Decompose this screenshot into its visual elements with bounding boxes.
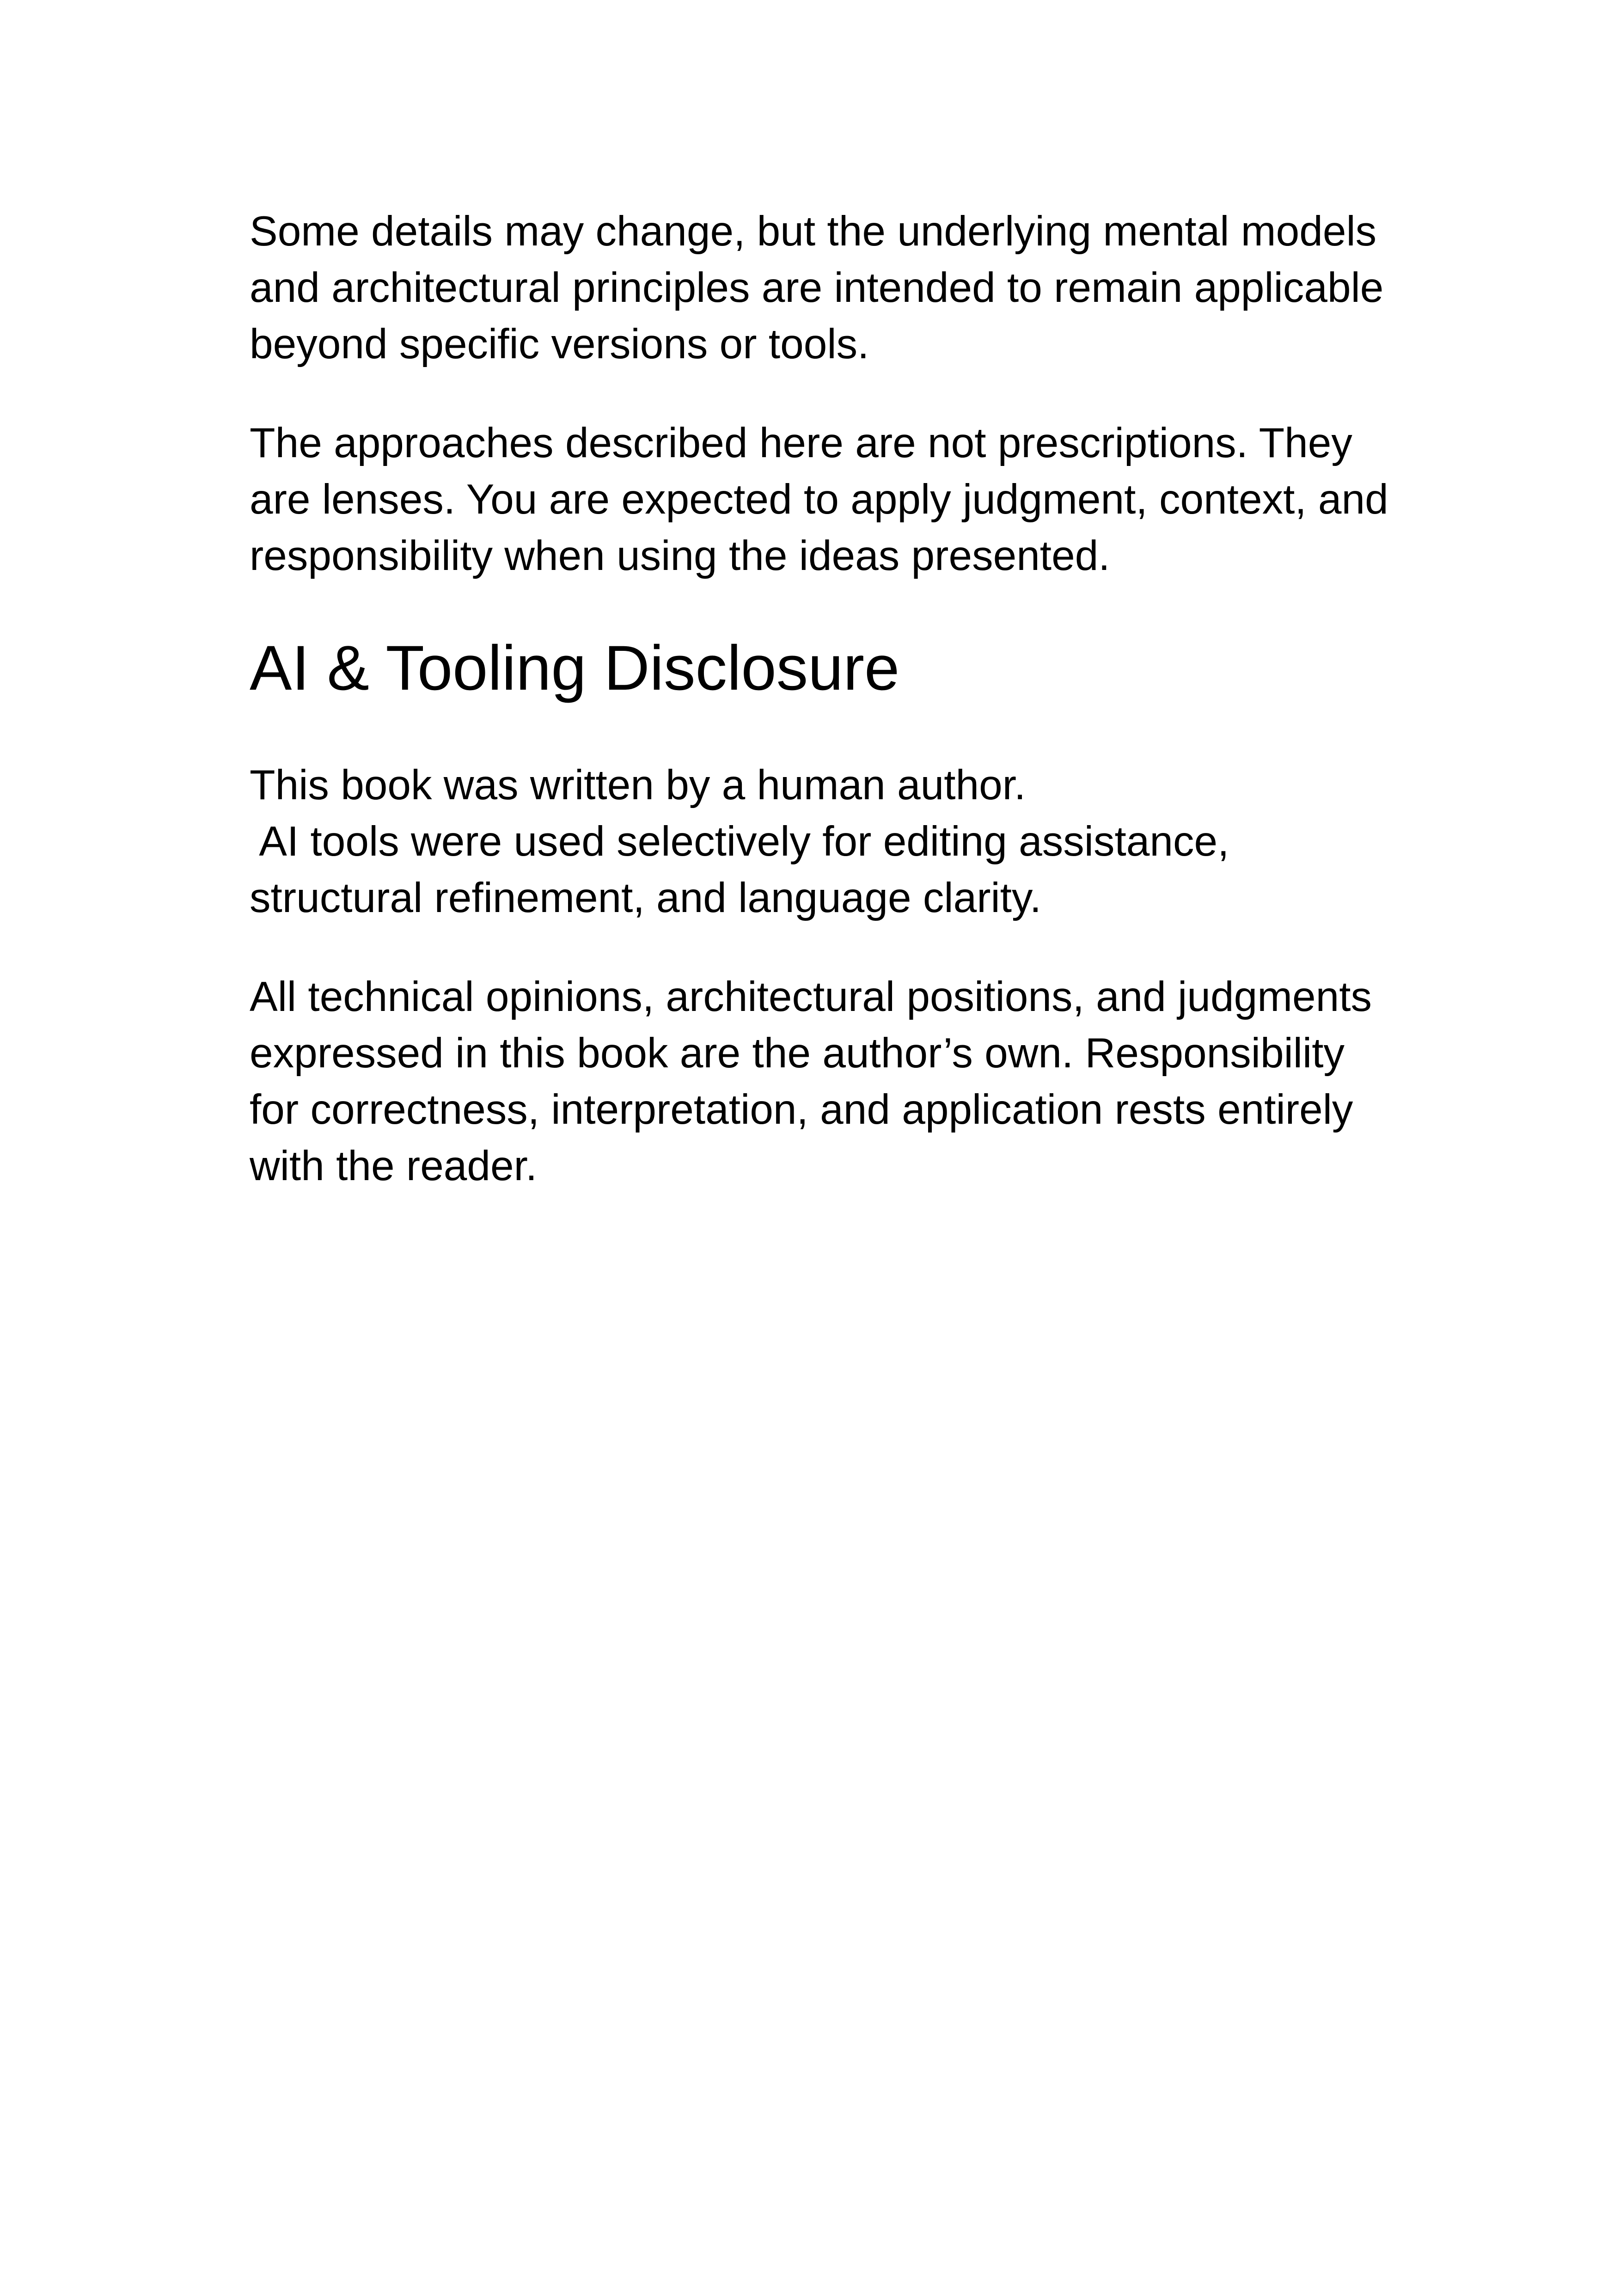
text-line: for correctness, interpretation, and application rests entirely [250, 1086, 1353, 1133]
text-line: All technical opinions, architectural positions, and judgments [250, 974, 1372, 1020]
text-line: structural refinement, and language clarity. [250, 875, 1042, 921]
text-line: AI tools were used selectively for editing assistance, [250, 818, 1229, 865]
text-line: with the reader. [250, 1143, 538, 1189]
paragraph-lenses [250, 415, 1451, 584]
text-line: The approaches described here are not prescriptions. They [250, 420, 1352, 466]
text-line: are lenses. You are expected to apply judgment, context, and [250, 476, 1388, 523]
paragraph-human-author [250, 757, 1451, 926]
text-line: responsibility when using the ideas presented. [250, 533, 1110, 579]
text-line: beyond specific versions or tools. [250, 321, 869, 367]
text-line: Some details may change, but the underlying mental models [250, 208, 1377, 255]
section-heading: AI & Tooling Disclosure [250, 633, 900, 704]
paragraph-responsibility [250, 969, 1451, 1194]
text-line: This book was written by a human author. [250, 762, 1026, 808]
text-line: expressed in this book are the author’s own. Responsibility [250, 1030, 1345, 1077]
text-line: and architectural principles are intended to remain applicable [250, 264, 1384, 311]
paragraph-mental-models [250, 203, 1451, 373]
page-content [250, 203, 1451, 1194]
